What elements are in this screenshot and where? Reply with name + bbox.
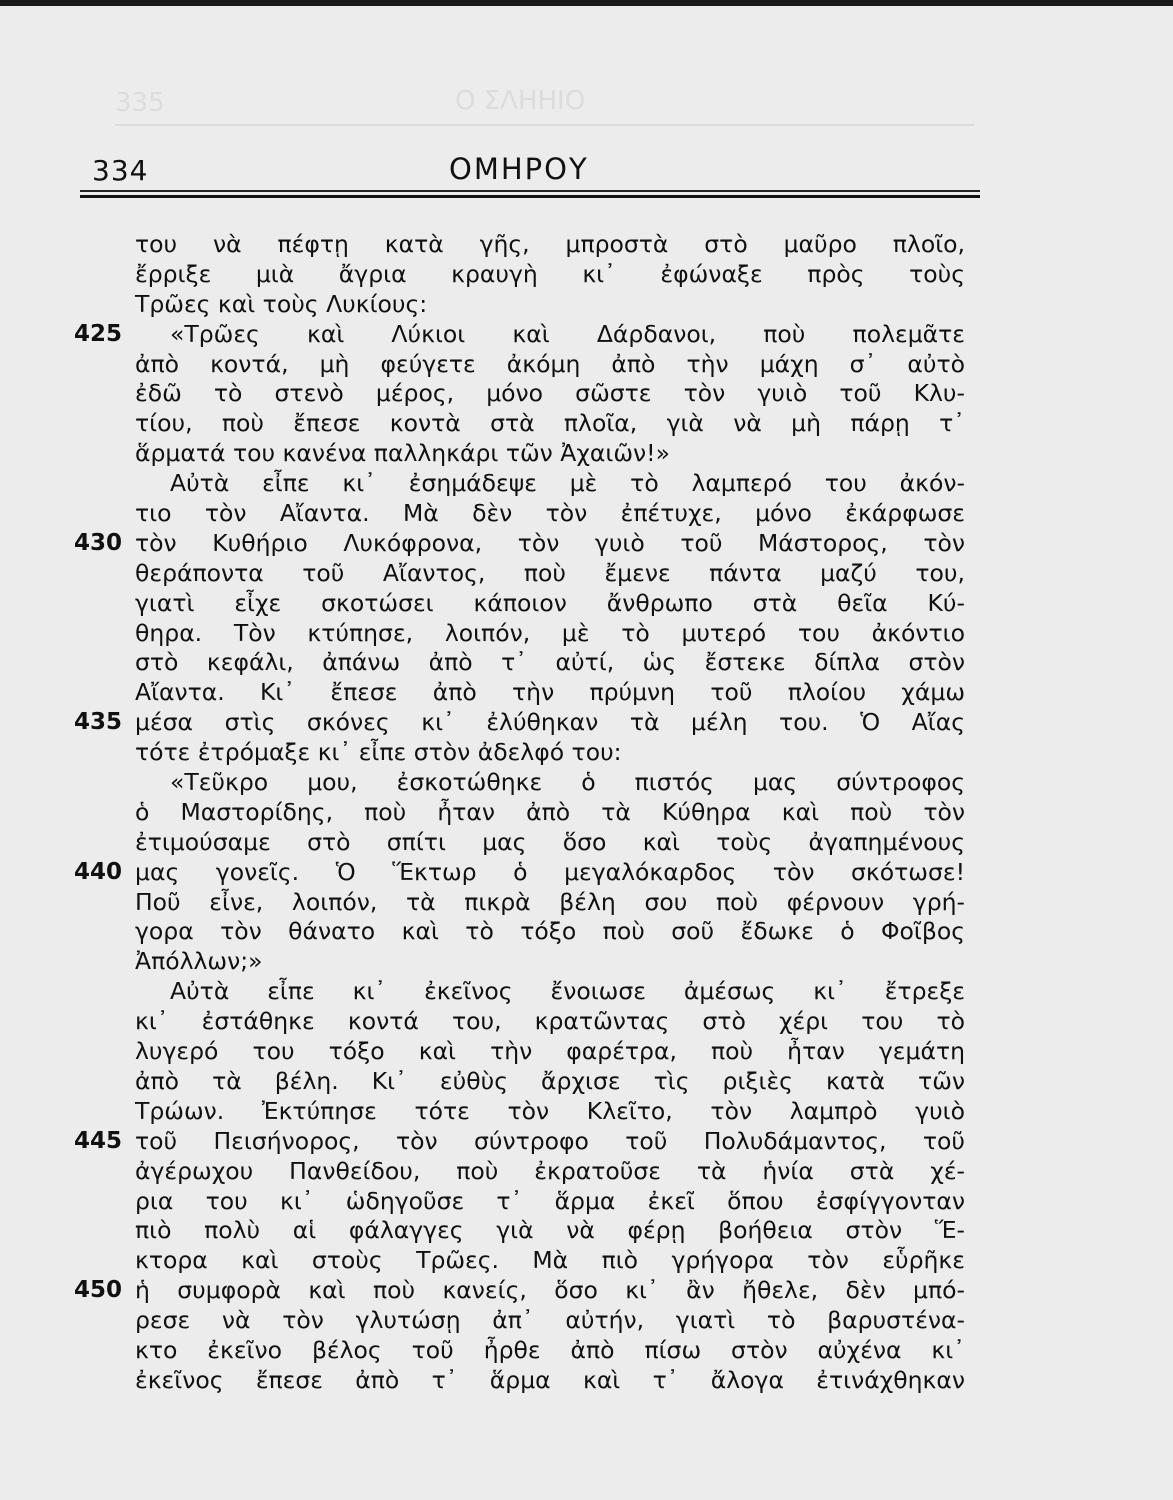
line-text: του νὰ πέφτῃ κατὰ γῆς, μπροστὰ στὸ μαῦρο πλοῖο,	[135, 230, 965, 258]
bleed-through-header	[115, 82, 975, 122]
line-text: θεράποντα τοῦ Αἴαντος, ποὺ ἔμενε πάντα μαζύ του,	[135, 558, 965, 587]
line-text: λυγερό του τόξο καὶ τὴν φαρέτρα, ποὺ ἦταν γεμάτη	[135, 1037, 965, 1066]
line-text: μας γονεῖς. Ὁ Ἕκτωρ ὁ μεγαλόκαρδος τὸν σκότωσε!	[135, 857, 965, 886]
line-text: τὸν Κυθήριο Λυκόφρονα, τὸν γυιὸ τοῦ Μάστορος, τὸν	[135, 528, 965, 557]
text-line	[0, 1216, 1173, 1246]
text-line	[0, 589, 1173, 619]
text-line	[0, 738, 1173, 768]
text-line	[0, 529, 1173, 559]
verse-number: 430	[74, 529, 123, 556]
bleed-through-rule	[115, 124, 975, 126]
text-line	[0, 798, 1173, 828]
line-text: μέσα στὶς σκόνες κι᾽ ἐλύθηκαν τὰ μέλη του. Ὁ Αἴας	[135, 708, 965, 737]
line-text: τότε ἐτρόμαξε κι᾽ εἶπε στὸν ἀδελφό του:	[135, 738, 622, 767]
line-text: Αὐτὰ εἶπε κι᾽ ἐσημάδεψε μὲ τὸ λαμπερό του ἀκόν-	[170, 469, 965, 498]
line-text: Αὐτὰ εἶπε κι᾽ ἐκεῖνος ἔνοιωσε ἀμέσως κι᾽ ἔτρεξε	[170, 977, 965, 1006]
text-line	[0, 379, 1173, 409]
header-rule-thick	[80, 195, 980, 198]
text-line	[0, 708, 1173, 738]
line-text: γιατὶ εἶχε σκοτώσει κάποιον ἄνθρωπο στὰ θεῖα Κύ-	[135, 588, 965, 617]
text-line	[0, 1336, 1173, 1366]
text-line	[0, 1276, 1173, 1306]
line-text: ἀγέρωχου Πανθείδου, ποὺ ἐκρατοῦσε τὰ ἡνία στὰ χέ-	[135, 1156, 965, 1185]
text-line	[0, 678, 1173, 708]
text-line	[0, 290, 1173, 320]
text-line	[0, 409, 1173, 439]
line-text: «Τρῶες καὶ Λύκιοι καὶ Δάρδανοι, ποὺ πολεμᾶτε	[170, 319, 965, 348]
verse-number: 445	[74, 1127, 123, 1154]
text-line	[0, 1187, 1173, 1217]
line-text: ἐδῶ τὸ στενὸ μέρος, μόνο σῶστε τὸν γυιὸ τοῦ Κλυ-	[135, 379, 965, 408]
text-line	[0, 1097, 1173, 1127]
line-text: τιο τὸν Αἴαντα. Μὰ δὲν τὸν ἐπέτυχε, μόνο ἐκάρφωσε	[135, 499, 965, 528]
line-text: ρια του κι᾽ ὡδηγοῦσε τ᾽ ἅρμα ἐκεῖ ὅπου ἐσφίγγονταν	[135, 1186, 965, 1215]
text-line	[0, 619, 1173, 649]
text-line	[0, 768, 1173, 798]
text-line	[0, 499, 1173, 529]
line-text: ἔρριξε μιὰ ἄγρια κραυγὴ κι᾽ ἐφώναξε πρὸς τοὺς	[135, 259, 965, 288]
line-text: Ἀπόλλων;»	[135, 947, 263, 976]
text-line	[0, 858, 1173, 888]
line-text: ἐκεῖνος ἔπεσε ἀπὸ τ᾽ ἅρμα καὶ τ᾽ ἄλογα ἐτινάχθηκαν	[135, 1365, 965, 1394]
line-text: κτορα καὶ στοὺς Τρῶες. Μὰ πιὸ γρήγορα τὸν εὗρῆκε	[135, 1246, 965, 1275]
header-rule	[80, 190, 980, 192]
text-line	[0, 320, 1173, 350]
line-text: τοῦ Πεισήνορος, τὸν σύντροφο τοῦ Πολυδάμαντος, τοῦ	[135, 1126, 965, 1155]
text-line	[0, 230, 1173, 260]
bleed-through-title: Ο ΣΛΗΗΙΟ	[455, 86, 586, 116]
text-line	[0, 977, 1173, 1007]
line-text: ἀπὸ κοντά, μὴ φεύγετε ἀκόμη ἀπὸ τὴν μάχη σ᾽ αὐτὸ	[135, 349, 965, 378]
line-text: Τρῶες καὶ τοὺς Λυκίους:	[135, 289, 428, 318]
line-text: ἀπὸ τὰ βέλη. Κι᾽ εὐθὺς ἄρχισε τὶς ριξιὲς κατὰ τῶν	[135, 1066, 965, 1095]
line-text: κτο ἐκεῖνο βέλος τοῦ ἦρθε ἀπὸ πίσω στὸν αὐχένα κι᾽	[135, 1335, 965, 1364]
page-number: 334	[92, 154, 149, 187]
text-line	[0, 648, 1173, 678]
verse-number: 440	[74, 858, 123, 885]
line-text: πιὸ πολὺ αἱ φάλαγγες γιὰ νὰ φέρῃ βοήθεια στὸν Ἕ-	[135, 1216, 965, 1245]
line-text: ἅρματά του κανένα παλληκάρι τῶν Ἀχαιῶν!»	[135, 439, 670, 468]
text-line	[0, 1306, 1173, 1336]
text-line	[0, 1157, 1173, 1187]
verse-number: 425	[74, 320, 123, 347]
bleed-through-page-number: 335	[115, 88, 165, 118]
text-line	[0, 828, 1173, 858]
text-line	[0, 1067, 1173, 1097]
line-text: ὁ Μαστορίδης, ποὺ ἦταν ἀπὸ τὰ Κύθηρα καὶ ποὺ τὸν	[135, 797, 965, 826]
line-text: θηρα. Τὸν κτύπησε, λοιπόν, μὲ τὸ μυτερό του ἀκόντιο	[135, 618, 965, 647]
line-text: ἡ συμφορὰ καὶ ποὺ κανείς, ὅσο κι᾽ ἂν ἤθελε, δὲν μπό-	[135, 1276, 965, 1305]
line-text: Αἴαντα. Κι᾽ ἔπεσε ἀπὸ τὴν πρύμνη τοῦ πλοίου χάμω	[135, 678, 965, 707]
text-line	[0, 1037, 1173, 1067]
text-line	[0, 1007, 1173, 1037]
text-line	[0, 260, 1173, 290]
text-line	[0, 1366, 1173, 1396]
line-text: «Τεῦκρο μου, ἐσκοτώθηκε ὁ πιστός μας σύντροφος	[170, 768, 965, 797]
line-text: ρεσε νὰ τὸν γλυτώσῃ ἀπ᾽ αὐτήν, γιατὶ τὸ βαρυστένα-	[135, 1306, 965, 1335]
text-line	[0, 917, 1173, 947]
running-head	[80, 150, 980, 198]
text-line	[0, 947, 1173, 977]
text-line	[0, 888, 1173, 918]
line-text: Ποῦ εἶνε, λοιπόν, τὰ πικρὰ βέλη σου ποὺ φέρνουν γρή-	[135, 887, 965, 916]
line-text: στὸ κεφάλι, ἀπάνω ἀπὸ τ᾽ αὐτί, ὡς ἔστεκε δίπλα στὸν	[135, 648, 965, 677]
line-text: κι᾽ ἐστάθηκε κοντά του, κρατῶντας στὸ χέρι του τὸ	[135, 1007, 965, 1036]
text-line	[0, 439, 1173, 469]
text-body	[0, 230, 1173, 1396]
line-text: ἐτιμούσαμε στὸ σπίτι μας ὅσο καὶ τοὺς ἀγαπημένους	[135, 827, 965, 856]
text-line	[0, 1127, 1173, 1157]
text-line	[0, 559, 1173, 589]
line-text: Τρώων. Ἐκτύπησε τότε τὸν Κλεῖτο, τὸν λαμπρὸ γυιὸ	[135, 1096, 965, 1125]
text-line	[0, 1246, 1173, 1276]
verse-number: 435	[74, 709, 123, 736]
line-text: τίου, ποὺ ἔπεσε κοντὰ στὰ πλοῖα, γιὰ νὰ μὴ πάρῃ τ᾽	[135, 409, 965, 438]
page-top-edge	[0, 0, 1173, 6]
verse-number: 450	[74, 1277, 123, 1304]
line-text: γορα τὸν θάνατο καὶ τὸ τόξο ποὺ σοῦ ἔδωκε ὁ Φοῖβος	[135, 917, 965, 946]
page-title: ΟΜΗΡΟΥ	[449, 152, 589, 186]
text-line	[0, 350, 1173, 380]
text-line	[0, 469, 1173, 499]
